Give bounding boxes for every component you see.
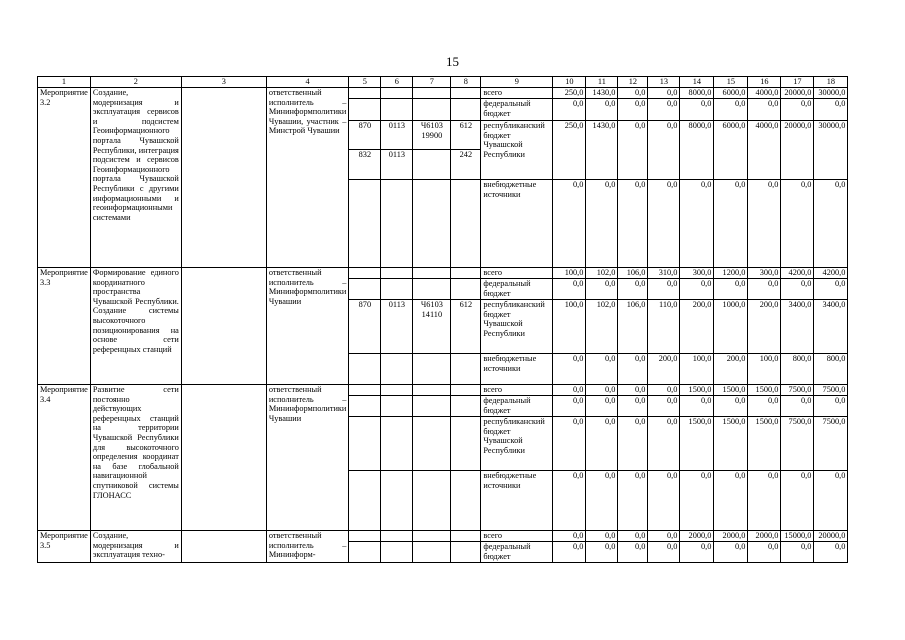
value-cell: 0,0 [648,531,680,542]
section-code: 0113 [381,300,413,354]
event-executor: ответственный исполнитель – Мининформполитики Чувашии, участник – Минстрой Чувашии [266,88,349,268]
value-cell: 100,0 [748,354,781,385]
value-cell: 7500,0 [814,385,848,396]
empty-cell [349,279,381,300]
empty-cell [413,279,451,300]
value-cell: 0,0 [618,354,648,385]
value-cell: 0,0 [748,396,781,417]
source-name: федеральный бюджет [481,396,553,417]
empty-cell [349,531,381,542]
event-id: Мероприятие 3.2 [38,88,91,268]
value-cell: 1430,0 [586,88,618,99]
value-cell: 1200,0 [714,268,748,279]
header-cell: 10 [553,77,586,88]
value-cell: 20000,0 [814,531,848,542]
table-row [38,385,848,396]
value-cell: 0,0 [814,396,848,417]
value-cell: 1500,0 [748,385,781,396]
source-name: внебюджетные источники [481,354,553,385]
value-cell: 0,0 [781,396,814,417]
event-executor: ответственный исполнитель – Мининформполитики Чувашии [266,385,349,531]
value-cell: 0,0 [618,531,648,542]
value-cell: 3400,0 [781,300,814,354]
header-cell: 5 [349,77,381,88]
event-title: Создание, модернизация и эксплуатация сервисов и подсистем Геоинформационного портала Чувашской Республики, интеграция подсистем и сервисов Геоинформационного портала Чувашской Республики с другими информационными и геоинформационными системами [90,88,181,268]
value-cell: 0,0 [680,471,714,531]
value-cell: 0,0 [586,99,618,121]
header-cell: 1 [38,77,91,88]
empty-cell [451,88,481,99]
value-cell: 30000,0 [814,121,848,180]
value-cell: 0,0 [618,88,648,99]
value-cell: 0,0 [714,279,748,300]
empty-cell [413,99,451,121]
header-cell: 14 [680,77,714,88]
value-cell: 250,0 [553,88,586,99]
value-cell: 20000,0 [781,88,814,99]
value-cell: 0,0 [553,354,586,385]
target-article-code [413,150,451,180]
value-cell: 300,0 [748,268,781,279]
header-cell: 8 [451,77,481,88]
value-cell: 1500,0 [680,417,714,471]
value-cell: 0,0 [618,471,648,531]
empty-cell [349,542,381,563]
empty-cell [413,531,451,542]
empty-cell [381,88,413,99]
header-cell: 3 [181,77,266,88]
source-name: республиканский бюджет Чувашской Республики [481,417,553,471]
empty-cell [381,396,413,417]
value-cell: 2000,0 [748,531,781,542]
value-cell: 7500,0 [781,417,814,471]
source-name: внебюджетные источники [481,471,553,531]
expense-type-code: 242 [451,150,481,180]
grbs-code: 870 [349,300,381,354]
value-cell: 0,0 [781,99,814,121]
header-cell: 15 [714,77,748,88]
empty-cell [451,531,481,542]
value-cell: 0,0 [648,471,680,531]
empty-cell [381,385,413,396]
value-cell: 8000,0 [680,88,714,99]
empty-cell [181,385,266,531]
source-name: всего [481,268,553,279]
value-cell: 0,0 [714,180,748,268]
value-cell: 0,0 [586,354,618,385]
event-title: Создание, модернизация и эксплуатация техно- [90,531,181,563]
value-cell: 3400,0 [814,300,848,354]
value-cell: 310,0 [648,268,680,279]
grbs-code: 870 [349,121,381,150]
source-name: всего [481,531,553,542]
value-cell: 1500,0 [748,417,781,471]
value-cell: 20000,0 [781,121,814,180]
value-cell: 0,0 [553,99,586,121]
value-cell: 0,0 [553,542,586,563]
value-cell: 30000,0 [814,88,848,99]
empty-cell [381,279,413,300]
value-cell: 0,0 [648,396,680,417]
value-cell: 0,0 [553,396,586,417]
empty-cell [381,531,413,542]
value-cell: 0,0 [814,180,848,268]
value-cell: 6000,0 [714,121,748,180]
value-cell: 0,0 [748,180,781,268]
source-name: федеральный бюджет [481,99,553,121]
value-cell: 0,0 [618,542,648,563]
empty-cell [181,531,266,563]
empty-cell [381,354,413,385]
value-cell: 200,0 [648,354,680,385]
value-cell: 0,0 [814,542,848,563]
empty-cell [381,542,413,563]
value-cell: 0,0 [618,99,648,121]
header-cell: 2 [90,77,181,88]
value-cell: 110,0 [648,300,680,354]
value-cell: 0,0 [586,279,618,300]
value-cell: 7500,0 [781,385,814,396]
empty-cell [349,385,381,396]
header-cell: 13 [648,77,680,88]
value-cell: 0,0 [586,542,618,563]
header-cell: 18 [814,77,848,88]
value-cell: 0,0 [680,542,714,563]
value-cell: 0,0 [781,471,814,531]
value-cell: 2000,0 [714,531,748,542]
value-cell: 102,0 [586,268,618,279]
value-cell: 0,0 [586,531,618,542]
header-cell: 16 [748,77,781,88]
empty-cell [451,396,481,417]
value-cell: 102,0 [586,300,618,354]
empty-cell [451,268,481,279]
value-cell: 1430,0 [586,121,618,180]
event-id: Мероприятие 3.4 [38,385,91,531]
value-cell: 0,0 [618,279,648,300]
empty-cell [451,417,481,471]
event-id: Мероприятие 3.3 [38,268,91,385]
source-name: всего [481,385,553,396]
empty-cell [451,471,481,531]
empty-cell [381,99,413,121]
expense-type-code: 612 [451,300,481,354]
budget-table [37,76,848,563]
value-cell: 0,0 [680,396,714,417]
value-cell: 0,0 [814,471,848,531]
header-cell: 4 [266,77,349,88]
value-cell: 0,0 [648,88,680,99]
value-cell: 106,0 [618,300,648,354]
value-cell: 0,0 [648,417,680,471]
value-cell: 15000,0 [781,531,814,542]
value-cell: 1500,0 [680,385,714,396]
value-cell: 0,0 [553,471,586,531]
value-cell: 0,0 [648,385,680,396]
empty-cell [451,385,481,396]
grbs-code: 832 [349,150,381,180]
value-cell: 0,0 [781,542,814,563]
header-cell: 17 [781,77,814,88]
source-name: республиканский бюджет Чувашской Республики [481,300,553,354]
empty-cell [451,279,481,300]
value-cell: 0,0 [553,279,586,300]
value-cell: 0,0 [618,385,648,396]
empty-cell [451,99,481,121]
event-executor: ответственный исполнитель – Мининформполитики Чувашии [266,268,349,385]
source-name: республиканский бюджет Чувашской Республики [481,121,553,180]
value-cell: 100,0 [553,300,586,354]
table-row [38,531,848,542]
header-cell: 12 [618,77,648,88]
section-code: 0113 [381,121,413,150]
value-cell: 1000,0 [714,300,748,354]
source-name: федеральный бюджет [481,279,553,300]
value-cell: 0,0 [586,385,618,396]
empty-cell [349,88,381,99]
value-cell: 0,0 [618,180,648,268]
value-cell: 0,0 [680,99,714,121]
value-cell: 300,0 [680,268,714,279]
value-cell: 4200,0 [781,268,814,279]
target-article-code: Ч6103 19900 [413,121,451,150]
value-cell: 0,0 [781,180,814,268]
value-cell: 200,0 [714,354,748,385]
column-number-row [38,77,848,88]
event-title: Формирование единого координатного пространства Чувашской Республики. Создание системы высокоточного позиционирования на основе сети референцных станций [90,268,181,385]
value-cell: 800,0 [781,354,814,385]
value-cell: 0,0 [648,180,680,268]
value-cell: 0,0 [553,180,586,268]
value-cell: 1500,0 [714,385,748,396]
empty-cell [349,354,381,385]
empty-cell [413,417,451,471]
value-cell: 8000,0 [680,121,714,180]
value-cell: 0,0 [553,417,586,471]
empty-cell [349,417,381,471]
empty-cell [413,385,451,396]
value-cell: 7500,0 [814,417,848,471]
value-cell: 0,0 [586,396,618,417]
empty-cell [413,88,451,99]
value-cell: 0,0 [748,279,781,300]
value-cell: 0,0 [814,279,848,300]
value-cell: 0,0 [618,396,648,417]
empty-cell [413,542,451,563]
event-id: Мероприятие 3.5 [38,531,91,563]
table-row [38,268,848,279]
value-cell: 0,0 [714,471,748,531]
value-cell: 0,0 [618,417,648,471]
value-cell: 4200,0 [814,268,848,279]
empty-cell [381,268,413,279]
empty-cell [181,88,266,268]
empty-cell [349,471,381,531]
value-cell: 106,0 [618,268,648,279]
value-cell: 0,0 [648,121,680,180]
value-cell: 200,0 [748,300,781,354]
value-cell: 0,0 [586,180,618,268]
value-cell: 0,0 [553,385,586,396]
header-cell: 7 [413,77,451,88]
value-cell: 0,0 [648,542,680,563]
value-cell: 4000,0 [748,121,781,180]
value-cell: 200,0 [680,300,714,354]
value-cell: 800,0 [814,354,848,385]
value-cell: 0,0 [648,279,680,300]
value-cell: 100,0 [553,268,586,279]
source-name: федеральный бюджет [481,542,553,563]
empty-cell [413,268,451,279]
source-name: внебюджетные источники [481,180,553,268]
empty-cell [413,396,451,417]
value-cell: 0,0 [781,279,814,300]
value-cell: 250,0 [553,121,586,180]
value-cell: 0,0 [680,279,714,300]
event-title: Развитие сети постоянно действующих референцных станций на территории Чувашской Республики для высокоточного определения координат на базе глобальной навигационной спутниковой системы ГЛОНАСС [90,385,181,531]
value-cell: 0,0 [714,542,748,563]
table-row [38,88,848,99]
empty-cell [413,354,451,385]
empty-cell [349,396,381,417]
value-cell: 0,0 [586,471,618,531]
value-cell: 2000,0 [680,531,714,542]
value-cell: 1500,0 [714,417,748,471]
empty-cell [349,99,381,121]
empty-cell [413,180,451,268]
expense-type-code: 612 [451,121,481,150]
value-cell: 0,0 [714,99,748,121]
value-cell: 0,0 [553,531,586,542]
value-cell: 0,0 [586,417,618,471]
empty-cell [451,354,481,385]
empty-cell [381,417,413,471]
event-executor: ответственный исполнитель – Мининформ- [266,531,349,563]
value-cell: 0,0 [680,180,714,268]
value-cell: 4000,0 [748,88,781,99]
value-cell: 100,0 [680,354,714,385]
empty-cell [413,471,451,531]
empty-cell [381,471,413,531]
empty-cell [451,180,481,268]
empty-cell [349,268,381,279]
value-cell: 0,0 [714,396,748,417]
value-cell: 0,0 [748,471,781,531]
empty-cell [181,268,266,385]
empty-cell [349,180,381,268]
source-name: всего [481,88,553,99]
header-cell: 6 [381,77,413,88]
page-number: 15 [446,54,459,69]
value-cell: 0,0 [748,542,781,563]
header-cell: 11 [586,77,618,88]
value-cell: 0,0 [814,99,848,121]
section-code: 0113 [381,150,413,180]
target-article-code: Ч6103 14110 [413,300,451,354]
value-cell: 0,0 [748,99,781,121]
header-cell: 9 [481,77,553,88]
empty-cell [451,542,481,563]
empty-cell [381,180,413,268]
value-cell: 6000,0 [714,88,748,99]
value-cell: 0,0 [618,121,648,180]
value-cell: 0,0 [648,99,680,121]
